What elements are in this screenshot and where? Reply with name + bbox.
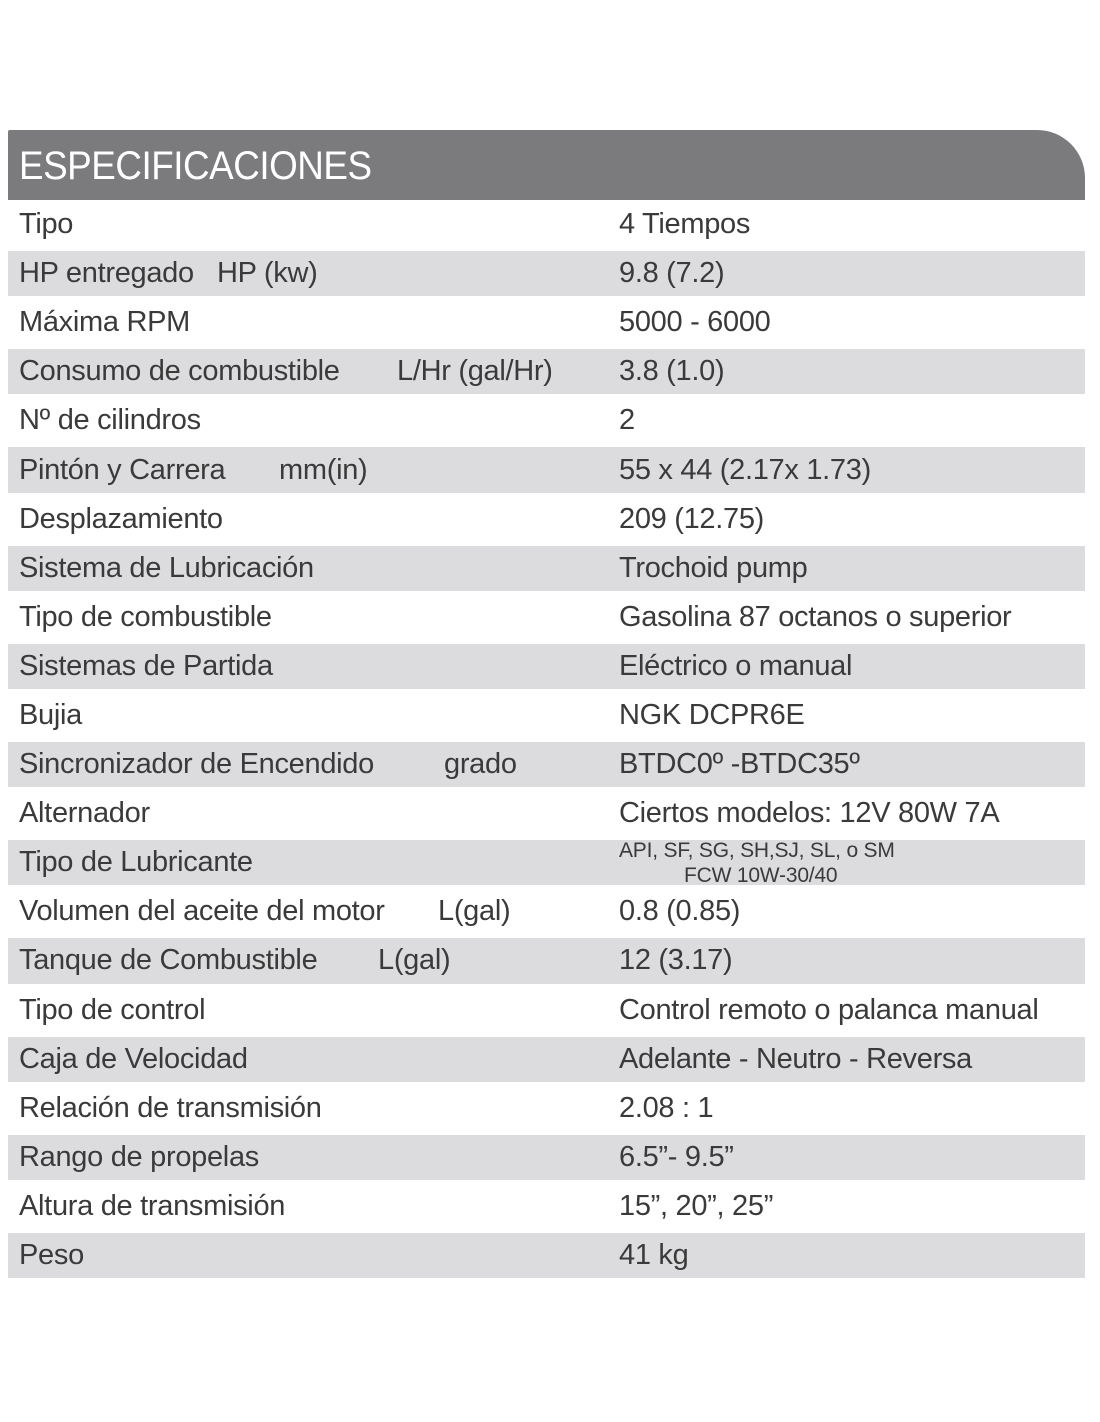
- table-row: [8, 936, 1085, 985]
- spec-label: Máxima RPM: [19, 306, 191, 339]
- spec-value: Eléctrico o manual: [619, 649, 853, 682]
- spec-label: HP entregado: [19, 257, 194, 290]
- spec-label: Tipo: [19, 208, 74, 241]
- spec-unit: L(gal): [438, 895, 511, 928]
- spec-value: 5000 - 6000: [619, 306, 771, 339]
- spec-label: Altura de transmisión: [19, 1189, 286, 1222]
- spec-value: 55 x 44 (2.17x 1.73): [619, 453, 871, 486]
- spec-label: Consumo de combustible: [19, 355, 340, 388]
- spec-label: Tipo de control: [19, 993, 206, 1026]
- spec-table: [8, 200, 1085, 1280]
- spec-label: Tipo de Lubricante: [19, 846, 253, 879]
- spec-label: Sistemas de Partida: [19, 649, 273, 682]
- table-row: [8, 495, 1085, 544]
- spec-value: 12 (3.17): [619, 944, 733, 977]
- spec-label: Caja de Velocidad: [19, 1042, 248, 1075]
- spec-value: 2.08 : 1: [619, 1091, 714, 1124]
- table-row: [8, 347, 1085, 396]
- table-row: [8, 789, 1085, 838]
- page-title: ESPECIFICACIONES: [19, 144, 372, 188]
- spec-unit: grado: [444, 748, 517, 781]
- table-row: [8, 691, 1085, 740]
- table-row: [8, 838, 1085, 887]
- table-row: [8, 986, 1085, 1035]
- table-row: [8, 544, 1085, 593]
- table-row: [8, 1084, 1085, 1133]
- spec-value: Control remoto o palanca manual: [619, 993, 1039, 1026]
- table-row: [8, 887, 1085, 936]
- spec-value: 4 Tiempos: [619, 208, 751, 241]
- spec-unit: HP (kw): [217, 257, 318, 290]
- spec-value: 3.8 (1.0): [619, 355, 725, 388]
- spec-value: 6.5”- 9.5”: [619, 1140, 734, 1173]
- spec-label: Nº de cilindros: [19, 404, 201, 437]
- spec-unit: mm(in): [279, 453, 368, 486]
- spec-unit: L/Hr (gal/Hr): [397, 355, 553, 388]
- spec-label: Tipo de combustible: [19, 600, 272, 633]
- spec-label: Volumen del aceite del motor: [19, 895, 385, 928]
- spec-value: NGK DCPR6E: [619, 698, 805, 731]
- spec-unit: L(gal): [378, 944, 451, 977]
- table-row: [8, 249, 1085, 298]
- spec-value: 9.8 (7.2): [619, 257, 725, 290]
- spec-value: Gasolina 87 octanos o superior: [619, 600, 1012, 633]
- table-row: [8, 298, 1085, 347]
- table-row: [8, 200, 1085, 249]
- spec-value: Adelante - Neutro - Reversa: [619, 1042, 972, 1075]
- header-bar: [8, 130, 1085, 200]
- spec-value: BTDC0º -BTDC35º: [619, 748, 860, 781]
- table-row: [8, 593, 1085, 642]
- spec-label: Tanque de Combustible: [19, 944, 318, 977]
- spec-value-line-2: FCW 10W-30/40: [684, 863, 838, 887]
- spec-label: Sincronizador de Encendido: [19, 748, 374, 781]
- table-row: [8, 396, 1085, 445]
- spec-label: Pintón y Carrera: [19, 453, 226, 486]
- spec-label: Bujia: [19, 698, 82, 731]
- spec-value: 0.8 (0.85): [619, 895, 741, 928]
- table-row: [8, 1035, 1085, 1084]
- spec-label: Sistema de Lubricación: [19, 551, 314, 584]
- spec-value: 15”, 20”, 25”: [619, 1189, 774, 1222]
- spec-value: Trochoid pump: [619, 551, 808, 584]
- spec-value: 2: [619, 404, 635, 437]
- spec-value: [619, 840, 895, 885]
- spec-label: Rango de propelas: [19, 1140, 259, 1173]
- spec-value: Ciertos modelos: 12V 80W 7A: [619, 797, 1000, 830]
- spec-label: Alternador: [19, 797, 150, 830]
- table-row: [8, 740, 1085, 789]
- spec-label: Peso: [19, 1239, 84, 1272]
- spec-sheet: [8, 130, 1085, 1280]
- spec-label: Desplazamiento: [19, 502, 223, 535]
- spec-label: Relación de transmisión: [19, 1091, 322, 1124]
- table-row: [8, 642, 1085, 691]
- spec-value: 41 kg: [619, 1239, 689, 1272]
- spec-value: 209 (12.75): [619, 502, 765, 535]
- table-row: [8, 1182, 1085, 1231]
- table-row: [8, 1231, 1085, 1280]
- table-row: [8, 445, 1085, 494]
- spec-value-line-1: API, SF, SG, SH,SJ, SL, o SM: [619, 838, 895, 862]
- table-row: [8, 1133, 1085, 1182]
